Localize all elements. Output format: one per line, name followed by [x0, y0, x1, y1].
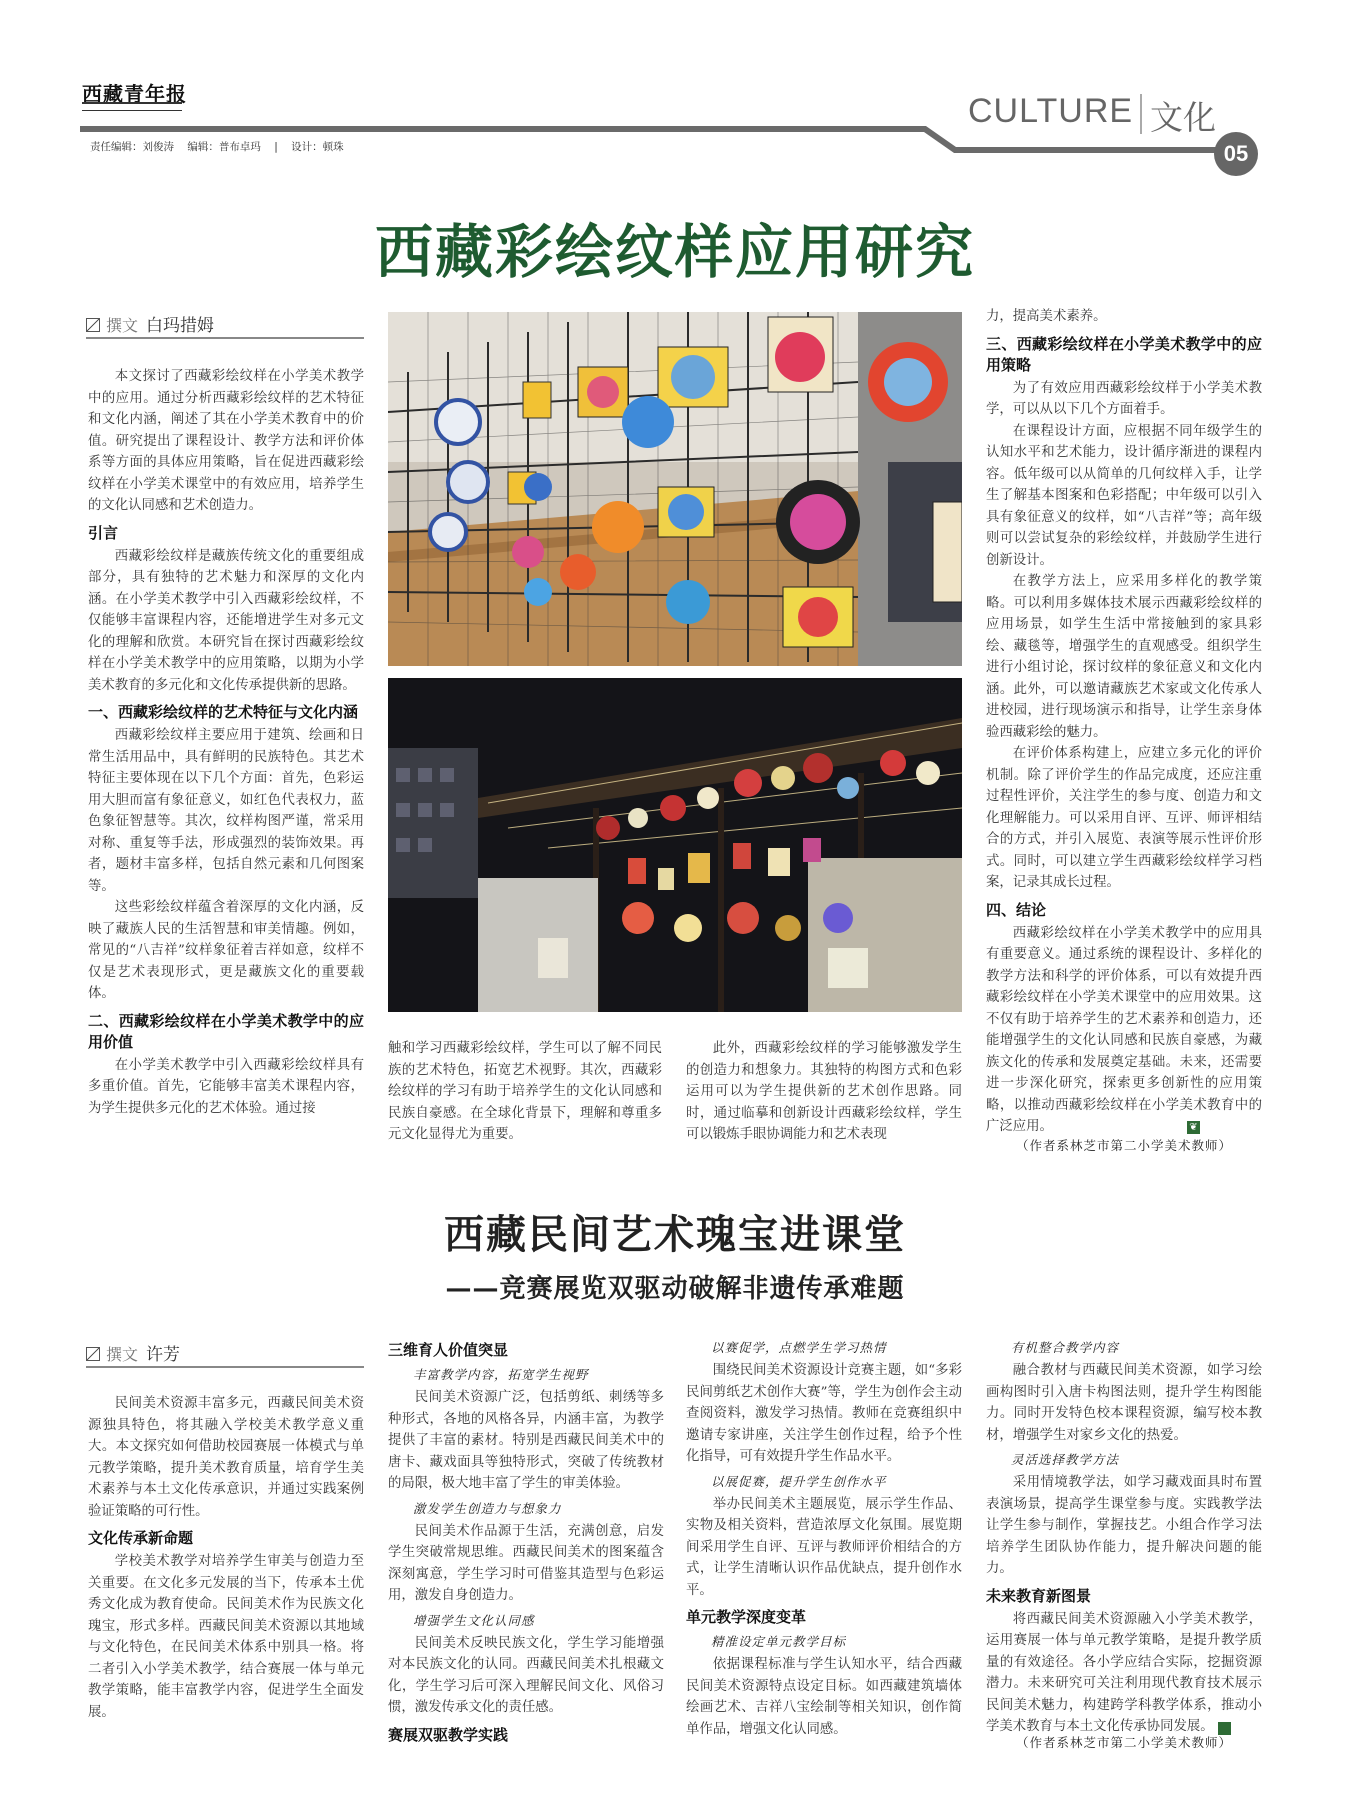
section-label-cn: 文化 [1150, 98, 1216, 137]
paragraph: 在教学方法上，应采用多样化的教学策略。可以利用多媒体技术展示西藏彩绘纹样的应用场景，如学生生活中常接触到的家具彩绘、藏毯等，增强学生的直观感受。组织学生进行小组讨论，探讨纹样的象征意义和文化内涵。此外，可以邀请藏族艺术家或文化传承人进校园，进行现场演示和指导，让学生亲身体验西藏彩绘的魅力。 [986, 574, 1262, 740]
author-note-text: （作者系林芝市第二小学美术教师） [1015, 1138, 1232, 1153]
paragraph: 举办民间美术主题展览，展示学生作品、实物及相关资料，营造浓厚文化氛围。展览期间采用学生自评、互评与教师评价相结合的方式，让学生清晰认识作品优缺点，提升创作水平。 [686, 1496, 962, 1598]
page-number: 05 [1214, 132, 1258, 176]
section-heading: 引言 [88, 523, 119, 542]
article2-column-3 [686, 1334, 962, 1740]
staff-separator: | [274, 141, 278, 153]
paragraph: 本文探讨了西藏彩绘纹样在小学美术教学中的应用。通过分析西藏彩绘纹样的艺术特征和文化内涵，阐述了其在小学美术教育中的价值。研究提出了课程设计、教学方法和评价体系等方面的具体应用策略，旨在促进西藏彩绘纹样在小学美术课堂中的有效应用，培养学生的文化认同感和艺术创造力。 [88, 369, 364, 513]
paragraph: 围绕民间美术资源设计竞赛主题，如“多彩民间剪纸艺术创作大赛”等，学生为创作会主动查阅资料，激发学习热情。教师在竞赛组织中邀请专家讲座，关注学生创作过程，给予个性化指导，可有效提升学生作品水平。 [686, 1363, 962, 1464]
paragraph: 在课程设计方面，应根据不同年级学生的认知水平和艺术能力，设计循序渐进的课程内容。低年级可以从简单的几何纹样入手，让学生了解基本图案和色彩搭配；中年级可以引入具有象征意义的纹样，如“八吉祥”等；高年级则可以尝试复杂的彩绘纹样，并鼓励学生进行创新设计。 [986, 423, 1262, 568]
article1-byline [86, 311, 364, 339]
byline-icon [86, 318, 100, 332]
article1-column-2 [388, 1038, 662, 1146]
staff-chief-editor: 责任编辑：刘俊涛 [90, 141, 174, 153]
section-heading: 未来教育新图景 [986, 1586, 1092, 1605]
article1-column-3 [686, 1038, 962, 1146]
section-heading: 三维育人价值突显 [388, 1341, 509, 1359]
author-note-text: （作者系林芝市第二小学美术教师） [1015, 1735, 1232, 1750]
section-heading: 单元教学深度变革 [686, 1608, 807, 1626]
section-divider [1140, 94, 1142, 134]
paragraph: 触和学习西藏彩绘纹样，学生可以了解不同民族的艺术特色，拓宽艺术视野。其次，西藏彩绘纹样的学习有助于培养学生的文化认同感和民族自豪感。在全球化背景下，理解和尊重多元文化显得尤为重要。 [388, 1041, 662, 1142]
photo-mask-exhibition [388, 312, 962, 666]
byline-label: 撰文 [106, 1345, 139, 1364]
article1-column-1 [88, 366, 364, 1119]
author-name: 许芳 [146, 1345, 181, 1365]
article1-author-note [986, 1136, 1262, 1154]
leaf-icon: ❦ [1218, 1722, 1231, 1735]
section-heading: 二、西藏彩绘纹样在小学美术教学中的应用价值 [88, 1011, 364, 1051]
paragraph: 民间美术资源丰富多元，西藏民间美术资源独具特色，将其融入学校美术教学意义重大。本文探究如何借助校园赛展一体模式与单元教学策略，提升美术教育质量，培育学生美术素养与本土文化传承意识，并通过实践案例验证策略的可行性。 [88, 1396, 364, 1519]
article2-column-1 [88, 1393, 364, 1723]
paragraph: 在小学美术教学中引入西藏彩绘纹样具有多重价值。首先，它能够丰富美术课程内容，为学生提供多元化的艺术体验。通过接 [88, 1057, 364, 1116]
article2-column-2 [388, 1334, 664, 1748]
paragraph: 将西藏民间美术资源融入小学美术教学，运用赛展一体与单元教学策略，是提升教学质量的有效途径。各小学应结合实际，挖掘资源潜力。未来研究可关注利用现代教育技术展示民间美术魅力，构建跨学科教学体系，推动小学美术教育与本土文化传承协同发展。 ❦ [986, 1611, 1262, 1734]
paragraph: 力，提高美术素养。 [986, 309, 1107, 324]
author-name: 白玛措姆 [146, 316, 215, 336]
paragraph: 依据课程标准与学生认知水平，结合西藏民间美术资源特点设定目标。如西藏建筑墙体绘画艺术、吉祥八宝绘制等相关知识，创作简单作品，增强文化认同感。 [686, 1657, 962, 1737]
paragraph: 西藏彩绘纹样在小学美术教学中的应用具有重要意义。通过系统的课程设计、多样化的教学方法和科学的评价体系，可以有效提升西藏彩绘纹样在小学美术课堂中的应用效果。这不仅有助于培养学生的艺术素养和创造力，还能增强学生的文化认同感和民族自豪感，为藏族文化的传承和发展奠定基础。未来，还需要进一步深化研究，探索更多创新性的应用策略，以推动西藏彩绘纹样在小学美术教育中的广泛应用。 [986, 925, 1262, 1134]
byline-label: 撰文 [106, 316, 139, 335]
article1-title: 西藏彩绘纹样应用研究 [374, 218, 975, 286]
masthead-underline [82, 102, 182, 111]
paragraph: 此外，西藏彩绘纹样的学习能够激发学生的创造力和想象力。其独特的构图方式和色彩运用可以为学生提供新的艺术创作思路。同时，通过临摹和创新设计西藏彩绘纹样，学生可以锻炼手眼协调能力和艺术表现 [686, 1041, 962, 1142]
paragraph: 西藏彩绘纹样是藏族传统文化的重要组成部分，具有独特的艺术魅力和深厚的文化内涵。在小学美术教学中引入西藏彩绘纹样，不仅能够丰富课程内容，还能增进学生对多元文化的理解和欣赏。本研究旨在探讨西藏彩绘纹样在小学美术教学中的应用策略，以期为小学美术教育的多元化和文化传承提供新的思路。 [88, 548, 364, 693]
subsection-heading: 以展促赛，提升学生创作水平 [711, 1473, 887, 1489]
subsection-heading: 灵活选择教学方法 [1011, 1452, 1120, 1467]
subsection-heading: 增强学生文化认同感 [413, 1612, 535, 1628]
subsection-heading: 有机整合教学内容 [1011, 1340, 1120, 1355]
section-heading: 文化传承新命题 [88, 1529, 194, 1547]
paragraph: 融合教材与西藏民间美术资源，如学习绘画构图时引入唐卡构图法则，提升学生构图能力。同时开发特色校本课程资源，编写校本教材，增强学生对家乡文化的热爱。 [986, 1363, 1262, 1443]
section-heading: 三、西藏彩绘纹样在小学美术教学中的应用策略 [986, 334, 1262, 374]
subsection-heading: 丰富教学内容，拓宽学生视野 [413, 1367, 589, 1382]
paragraph: 西藏彩绘纹样主要应用于建筑、绘画和日常生活用品中，具有鲜明的民族特色。其艺术特征主要体现在以下几个方面：首先，色彩运用大胆而富有象征意义，如红色代表权力，蓝色象征智慧等。其次，纹样构图严谨，常采用对称、重复等手法，形成强烈的装饰效果。再者，题材丰富多样，包括自然元素和几何图案等。 [88, 728, 364, 894]
article2-title: 西藏民间艺术瑰宝进课堂 [444, 1212, 906, 1258]
paragraph: 这些彩绘纹样蕴含着深厚的文化内涵，反映了藏族人民的生活智慧和审美情趣。例如，常见的“八吉祥”纹样象征着吉祥如意，纹样不仅是艺术表现形式，更是藏族文化的重要载体。 [88, 900, 364, 1001]
paragraph: 为了有效应用西藏彩绘纹样于小学美术教学，可以从以下几个方面着手。 [986, 380, 1262, 417]
leaf-icon: ❦ [1183, 1114, 1200, 1134]
masthead: 西藏青年报 [82, 82, 187, 106]
article2-subtitle: ——竞赛展览双驱动破解非遗传承难题 [445, 1274, 905, 1304]
byline-icon [86, 1347, 100, 1361]
section-heading: 赛展双驱教学实践 [388, 1725, 509, 1744]
paragraph: 民间美术资源广泛，包括剪纸、刺绣等多种形式，各地的风格各异，内涵丰富，为教学提供了丰富的素材。特别是西藏民间美术中的唐卡、藏戏面具等独特形式，突破了传统教材的局限，极大地丰富了学生的审美体验。 [388, 1390, 664, 1491]
paragraph: 学校美术教学对培养学生审美与创造力至关重要。在文化多元发展的当下，传承本土优秀文化成为教育使命。民间美术作为民族文化瑰宝，形式多样。西藏民间美术资源以其地域与文化特色，在民间美术体系中别具一格。将二者引入小学美术教学，结合赛展一体与单元教学策略，能丰富教学内容，促进学生全面发展。 [88, 1554, 364, 1720]
article2-byline [86, 1340, 364, 1368]
subsection-heading: 激发学生创造力与想象力 [413, 1500, 562, 1516]
section-heading: 四、结论 [986, 900, 1047, 919]
article2-author-note [986, 1733, 1262, 1751]
paragraph: 民间美术反映民族文化，学生学习能增强对本民族文化的认同。西藏民间美术扎根藏文化，学生学习后可深入理解民间文化、风俗习惯，激发传承文化的责任感。 [388, 1635, 664, 1715]
subsection-heading: 精准设定单元教学目标 [711, 1634, 847, 1649]
section-heading: 一、西藏彩绘纹样的艺术特征与文化内涵 [88, 703, 359, 721]
staff-credits [90, 139, 354, 154]
paragraph: 采用情境教学法，如学习藏戏面具时布置表演场景，提高学生课堂参与度。实践教学法让学生参与制作，掌握技艺。小组合作学习法培养学生团队协作能力，提升解决问题的能力。 [986, 1475, 1262, 1576]
staff-editor: 编辑：普布卓玛 [187, 141, 261, 153]
subsection-heading: 以赛促学，点燃学生学习热情 [711, 1340, 887, 1355]
section-label-en: CULTURE [968, 92, 1134, 130]
staff-designer: 设计：顿珠 [291, 141, 344, 153]
article2-column-4 [986, 1334, 1262, 1738]
photo-lantern-exhibition [388, 678, 962, 1012]
article1-column-4 [986, 306, 1262, 1138]
paragraph: 民间美术作品源于生活，充满创意，启发学生突破常规思维。西藏民间美术的图案蕴含深刻寓意，学生学习时可借鉴其造型与色彩运用，激发自身创造力。 [388, 1523, 664, 1603]
paragraph: 在评价体系构建上，应建立多元化的评价机制。除了评价学生的作品完成度，还应注重过程性评价，关注学生的参与度、创造力和文化理解能力。可以采用自评、互评、师评相结合的方式，并引入展览、表演等展示性评价形式。同时，可以建立学生西藏彩绘纹样学习档案，记录其成长过程。 [986, 746, 1262, 890]
